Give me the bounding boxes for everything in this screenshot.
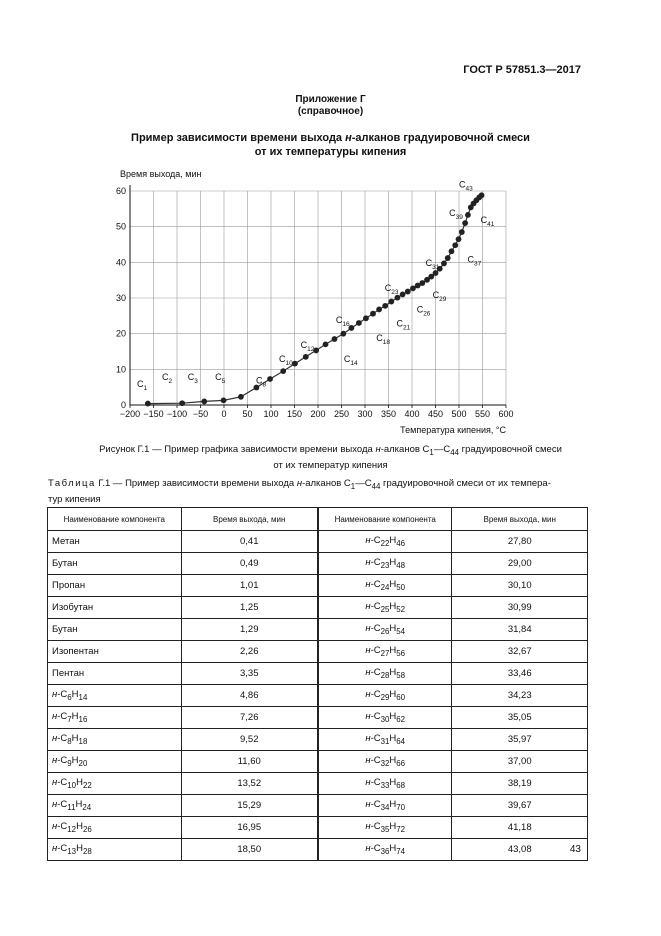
- y-tick-label: 60: [115, 186, 126, 196]
- retention-time-right: 37,00: [452, 751, 588, 773]
- retention-time-right: 32,67: [452, 641, 588, 663]
- y-tick-label: 40: [115, 257, 126, 268]
- table-row: [48, 729, 588, 751]
- header-time-right: Время выхода, мин: [452, 508, 588, 531]
- data-point: [382, 303, 388, 309]
- data-point: [419, 280, 425, 286]
- retention-time-left: 7,26: [181, 707, 318, 729]
- data-point: [376, 307, 382, 313]
- table-row: [48, 575, 588, 597]
- component-name-right: $н-С_{35}Н_{72}$: [318, 817, 452, 839]
- y-tick-label: 50: [115, 221, 126, 232]
- retention-time-left: 16,95: [181, 817, 318, 839]
- retention-time-left: 9,52: [181, 729, 318, 751]
- retention-time-left: 2,26: [181, 641, 318, 663]
- component-name-left: Пропан: [48, 575, 182, 597]
- component-name-left: $н-С_6Н_{14}$: [48, 685, 182, 707]
- retention-time-left: 13,52: [181, 773, 318, 795]
- y-axis-title: Время выхода, мин: [120, 169, 202, 179]
- figure-caption-line1: Рисунок Г.1 — Пример графика зависимости времени выхода н-алканов $С_1—С_{44}$ градуировочной смеси: [99, 444, 562, 457]
- data-point: [179, 400, 185, 406]
- x-tick-label: 300: [357, 409, 373, 419]
- appendix-title: Приложение Г: [295, 94, 366, 105]
- x-tick-label: −50: [192, 409, 209, 419]
- data-point: [201, 399, 207, 405]
- retention-time-left: 1,29: [181, 619, 318, 641]
- table-row: [48, 531, 588, 553]
- x-tick-label: 100: [263, 409, 279, 419]
- component-name-right: $н-С_{27}Н_{56}$: [318, 641, 452, 663]
- retention-time-right: 33,46: [452, 663, 588, 685]
- retention-time-left: 3,35: [181, 663, 318, 685]
- data-point: [280, 368, 286, 374]
- component-name-left: Изобутан: [48, 597, 182, 619]
- data-point: [356, 320, 362, 326]
- table-row: [48, 641, 588, 663]
- component-name-left: $н-С_{10}Н_{22}$: [48, 773, 182, 795]
- component-name-right: $н-С_{32}Н_{66}$: [318, 751, 452, 773]
- data-point: [340, 331, 346, 337]
- table-row: [48, 795, 588, 817]
- carbon-label: $C_5$: [215, 372, 226, 386]
- table-row: [48, 685, 588, 707]
- table-header-row: [48, 508, 588, 531]
- table-row: [48, 663, 588, 685]
- retention-time-right: 38,19: [452, 773, 588, 795]
- retention-time-left: 1,25: [181, 597, 318, 619]
- data-point: [449, 248, 455, 254]
- carbon-label: $C_{14}$: [343, 354, 358, 368]
- x-tick-label: 450: [427, 409, 444, 419]
- figure-caption: [0, 443, 661, 472]
- retention-time-left: 1,01: [181, 575, 318, 597]
- carbon-label: $C_{37}$: [467, 254, 482, 268]
- carbon-label: $C_1$: [137, 379, 148, 393]
- x-tick-label: 550: [474, 409, 491, 419]
- x-tick-label: 250: [333, 409, 350, 419]
- table-row: [48, 707, 588, 729]
- figure-title-line2: от их температуры кипения: [254, 146, 407, 158]
- retention-time-left: 18,50: [181, 839, 318, 861]
- table-caption: Таблица Г.1 — Пример зависимости времени выхода н-алканов $С_1—С_{44}$ градуировочной смеси от их темпера- тур кипения: [48, 478, 551, 505]
- data-point: [388, 299, 394, 305]
- data-point: [456, 236, 462, 242]
- carbon-label: $C_{18}$: [376, 332, 391, 346]
- component-name-left: Пентан: [48, 663, 182, 685]
- y-tick-label: 0: [120, 400, 126, 410]
- standard-number: ГОСТ Р 57851.3—2017: [463, 64, 581, 76]
- x-tick-label: 50: [242, 409, 253, 419]
- x-tick-label: 400: [404, 409, 420, 419]
- data-point: [459, 229, 465, 235]
- retention-time-right: 41,18: [452, 817, 588, 839]
- x-tick-label: −200: [119, 409, 141, 419]
- data-point: [452, 242, 458, 248]
- data-point: [292, 361, 298, 367]
- carbon-label: $C_{12}$: [300, 339, 315, 353]
- retention-time-right: 35,97: [452, 729, 588, 751]
- component-name-right: $н-С_{33}Н_{68}$: [318, 773, 452, 795]
- component-name-left: Бутан: [48, 553, 182, 575]
- carbon-label: $C_{26}$: [416, 304, 431, 318]
- x-tick-label: 0: [221, 409, 227, 419]
- component-name-left: $н-С_{12}Н_{26}$: [48, 817, 182, 839]
- component-name-right: $н-С_{24}Н_{50}$: [318, 575, 452, 597]
- page-number: 43: [569, 844, 581, 855]
- retention-time-right: 31,84: [452, 619, 588, 641]
- retention-time-right: 35,05: [452, 707, 588, 729]
- retention-time-right: 30,10: [452, 575, 588, 597]
- component-name-left: $н-С_{11}Н_{24}$: [48, 795, 182, 817]
- data-point: [238, 394, 244, 400]
- carbon-label: $C_{39}$: [449, 207, 463, 221]
- retention-time-left: 11,60: [181, 751, 318, 773]
- y-tick-label: 10: [115, 364, 126, 375]
- carbon-label: $C_{43}$: [459, 179, 473, 193]
- component-name-right: $н-С_{29}Н_{60}$: [318, 685, 452, 707]
- component-name-left: Изопентан: [48, 641, 182, 663]
- data-point: [221, 397, 227, 403]
- retention-time-left: 0,41: [181, 531, 318, 553]
- retention-time-right: 39,67: [452, 795, 588, 817]
- retention-time-left: 15,29: [181, 795, 318, 817]
- table-row: [48, 619, 588, 641]
- appendix-heading: [0, 94, 661, 118]
- retention-time-right: 43,08: [452, 839, 588, 861]
- retention-time-right: 27,80: [452, 531, 588, 553]
- data-point: [303, 354, 309, 360]
- x-axis-title: Температура кипения, °С: [400, 425, 506, 435]
- data-point: [441, 261, 447, 267]
- header-component-right: Наименование компонента: [318, 508, 452, 531]
- x-tick-label: 150: [286, 409, 303, 419]
- carbon-label: $C_3$: [187, 372, 198, 386]
- carbon-label: $C_{10}$: [278, 354, 293, 368]
- component-name-left: Метан: [48, 531, 182, 553]
- data-point: [145, 401, 151, 407]
- x-tick-label: 500: [451, 409, 467, 419]
- figure-title: [0, 131, 661, 159]
- component-name-left: $н-С_7Н_{16}$: [48, 707, 182, 729]
- data-point: [462, 220, 468, 226]
- header-component-left: Наименование компонента: [48, 508, 182, 531]
- carbon-label: $C_{41}$: [480, 215, 495, 229]
- component-name-right: $н-С_{22}Н_{46}$: [318, 531, 452, 553]
- data-point: [405, 289, 411, 295]
- header-time-left: Время выхода, мин: [181, 508, 318, 531]
- component-name-right: $н-С_{25}Н_{52}$: [318, 597, 452, 619]
- figure-title-line1: Пример зависимости времени выхода н-алканов градуировочной смеси: [131, 132, 530, 144]
- retention-time-chart: [110, 165, 530, 437]
- x-tick-label: 350: [380, 409, 397, 419]
- data-point: [323, 341, 329, 347]
- retention-time-right: 29,00: [452, 553, 588, 575]
- data-point: [332, 336, 338, 342]
- component-name-right: $н-С_{31}Н_{64}$: [318, 729, 452, 751]
- component-name-right: $н-С_{36}Н_{74}$: [318, 839, 452, 861]
- component-name-left: $н-С_{13}Н_{28}$: [48, 839, 182, 861]
- retention-time-left: 0,49: [181, 553, 318, 575]
- table-row: [48, 773, 588, 795]
- data-point: [363, 315, 369, 321]
- retention-table: [47, 507, 588, 861]
- data-point: [370, 311, 376, 317]
- component-name-right: $н-С_{26}Н_{54}$: [318, 619, 452, 641]
- y-tick-label: 30: [115, 293, 126, 303]
- retention-time-right: 34,23: [452, 685, 588, 707]
- component-name-left: Бутан: [48, 619, 182, 641]
- component-name-left: $н-С_8Н_{18}$: [48, 729, 182, 751]
- retention-time-right: 30,99: [452, 597, 588, 619]
- x-tick-label: −100: [166, 409, 188, 419]
- table-row: [48, 751, 588, 773]
- table-row: [48, 839, 588, 861]
- component-name-right: $н-С_{23}Н_{48}$: [318, 553, 452, 575]
- retention-time-left: 4,86: [181, 685, 318, 707]
- x-tick-label: 600: [498, 409, 514, 419]
- table-row: [48, 597, 588, 619]
- figure-caption-line2: от их температур кипения: [273, 459, 388, 471]
- x-tick-label: −150: [143, 409, 164, 419]
- table-row: [48, 553, 588, 575]
- data-point: [267, 376, 273, 382]
- y-tick-label: 20: [115, 328, 126, 339]
- carbon-label: $C_{31}$: [425, 257, 440, 271]
- carbon-label: $C_{21}$: [396, 318, 411, 332]
- carbon-label: $C_2$: [161, 372, 173, 386]
- data-point: [465, 212, 471, 218]
- data-point: [400, 292, 406, 298]
- appendix-subtitle: (справочное): [297, 106, 364, 117]
- data-point: [433, 270, 439, 276]
- component-name-left: $н-С_9Н_{20}$: [48, 751, 182, 773]
- component-name-right: $н-С_{28}Н_{58}$: [318, 663, 452, 685]
- x-tick-label: 200: [310, 409, 326, 419]
- data-point: [445, 255, 451, 261]
- data-point: [479, 192, 485, 198]
- carbon-label: $C_{23}$: [384, 282, 399, 296]
- carbon-label: $C_{29}$: [432, 290, 447, 303]
- table-row: [48, 817, 588, 839]
- component-name-right: $н-С_{34}Н_{70}$: [318, 795, 452, 817]
- carbon-label: $C_8$: [255, 375, 267, 389]
- component-name-right: $н-С_{30}Н_{62}$: [318, 707, 452, 729]
- carbon-label: $C_{16}$: [335, 314, 350, 328]
